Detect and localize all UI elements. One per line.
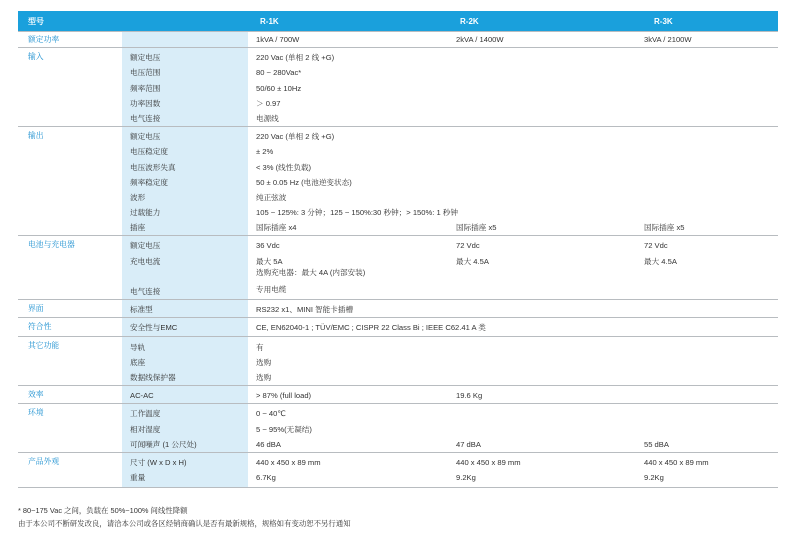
value-cell: 72 Vdc bbox=[456, 241, 480, 251]
value-cell: RS232 x1、MINI 智能卡插槽 bbox=[256, 305, 354, 315]
group-title: 界面 bbox=[18, 300, 122, 318]
value-cell: 5 ~ 95%(无凝结) bbox=[256, 424, 312, 434]
spec-label: 数据线保护器 bbox=[130, 372, 176, 382]
spec-label: 电气连接 bbox=[130, 113, 161, 123]
section-rated-power bbox=[18, 32, 778, 48]
value-cell: 最大 4.5A bbox=[644, 256, 677, 266]
header-r1k: R-1K bbox=[248, 11, 448, 32]
spec-label: 安全性与EMC bbox=[130, 323, 178, 333]
spec-label: 频率稳定度 bbox=[130, 177, 168, 187]
footnote-disclaimer: 由于本公司不断研发改良，请洽本公司或各区经销商确认是否有最新规格，规格如有变动恕不另行通知 bbox=[18, 519, 351, 528]
value-cell: 有 bbox=[256, 342, 264, 352]
header-r3k: R-3K bbox=[644, 11, 778, 32]
spec-label: 电压稳定度 bbox=[130, 147, 168, 157]
value-cell: 最大 4.5A bbox=[456, 256, 489, 266]
group-title: 环境 bbox=[18, 404, 122, 453]
value-cell: 440 x 450 x 89 mm bbox=[256, 457, 321, 467]
value-cell: 19.6 Kg bbox=[456, 391, 483, 401]
value-cell: 220 Vac (单相 2 线 +G) bbox=[256, 53, 335, 63]
spec-label: 电压范围 bbox=[130, 68, 161, 78]
spec-label: 功率因数 bbox=[130, 98, 161, 108]
group-title: 效率 bbox=[18, 386, 122, 404]
section-interface bbox=[18, 300, 778, 318]
spec-label: 电压波形失真 bbox=[130, 162, 176, 172]
value-cell: 9.2Kg bbox=[644, 473, 664, 483]
header-r2k: R-2K bbox=[448, 11, 644, 32]
spec-table bbox=[18, 11, 778, 488]
group-title: 输入 bbox=[18, 48, 122, 127]
spec-label: 波形 bbox=[130, 192, 146, 202]
value-cell: 1kVA / 700W bbox=[256, 35, 300, 44]
spec-label: 工作温度 bbox=[130, 409, 161, 419]
group-title: 符合性 bbox=[18, 318, 122, 336]
value-cell: 0 ~ 40℃ bbox=[256, 409, 286, 419]
value-cell: 80 ~ 280Vac* bbox=[256, 68, 302, 78]
value-cell: CE, EN62040-1 ; TÜV/EMC ; CISPR 22 Class Bi ; IEEE C62.41 A 类 bbox=[256, 323, 486, 333]
spec-label: AC-AC bbox=[130, 391, 154, 401]
spec-label: 尺寸 (W x D x H) bbox=[130, 457, 187, 467]
value-cell: 专用电缆 bbox=[256, 284, 287, 294]
group-title: 电池与充电器 bbox=[18, 236, 122, 300]
value-cell: 440 x 450 x 89 mm bbox=[644, 457, 709, 467]
spec-label: 导轨 bbox=[130, 342, 146, 352]
group-title: 其它功能 bbox=[18, 336, 122, 386]
section-output bbox=[18, 127, 778, 236]
spec-label: 额定电压 bbox=[130, 132, 161, 142]
spec-label: 可闻噪声 (1 公尺处) bbox=[130, 439, 197, 449]
spec-label: 电气连接 bbox=[130, 287, 161, 296]
value-cell: 国际插座 x5 bbox=[456, 223, 497, 233]
value-cell: 72 Vdc bbox=[644, 241, 668, 251]
value-cell: > 87% (full load) bbox=[256, 391, 312, 401]
section-compliance bbox=[18, 318, 778, 336]
spec-label: 标准型 bbox=[130, 305, 153, 315]
spec-label bbox=[122, 269, 248, 284]
spec-label: 过载能力 bbox=[130, 208, 161, 218]
value-cell: 47 dBA bbox=[456, 439, 481, 449]
spec-label: 插座 bbox=[130, 223, 146, 233]
value-cell: < 3% (线性负载) bbox=[256, 162, 312, 172]
spec-label: 额定电压 bbox=[130, 53, 161, 63]
value-cell: 最大 5A bbox=[256, 256, 283, 266]
footnote-derating: * 80~175 Vac 之间，负载在 50%~100% 间线性降额 bbox=[18, 506, 188, 515]
value-cell: 50 ± 0.05 Hz (电池逆变状态) bbox=[256, 177, 352, 187]
header-model: 型号 bbox=[18, 11, 122, 32]
value-cell: 105 ~ 125%: 3 分钟；125 ~ 150%:30 秒钟；> 150%: 1 秒钟 bbox=[256, 208, 458, 218]
value-cell: ± 2% bbox=[256, 147, 274, 157]
group-title: 输出 bbox=[18, 127, 122, 236]
value-cell: 选购充电器：最大 4A (内部安装) bbox=[256, 267, 366, 277]
value-cell: 电源线 bbox=[256, 113, 279, 123]
value-cell: 46 dBA bbox=[256, 439, 281, 449]
section-battery bbox=[18, 236, 778, 300]
value-cell: 36 Vdc bbox=[256, 241, 280, 251]
value-cell: 选购 bbox=[256, 372, 272, 382]
value-cell: 55 dBA bbox=[644, 439, 669, 449]
spec-label: 底座 bbox=[130, 357, 146, 367]
spec-label: 额定电压 bbox=[130, 241, 161, 251]
value-cell: 220 Vac (单相 2 线 +G) bbox=[256, 132, 335, 142]
value-cell: 6.7Kg bbox=[256, 473, 276, 483]
table-header bbox=[18, 11, 778, 32]
spec-label: 重量 bbox=[130, 473, 146, 483]
value-cell: 50/60 ± 10Hz bbox=[256, 83, 302, 93]
spec-label: 相对湿度 bbox=[130, 424, 161, 434]
section-appearance bbox=[18, 452, 778, 487]
group-title: 产品外观 bbox=[18, 452, 122, 487]
section-efficiency bbox=[18, 386, 778, 404]
spec-label: 频率范围 bbox=[130, 83, 161, 93]
value-cell: 选购 bbox=[256, 357, 272, 367]
value-cell: 9.2Kg bbox=[456, 473, 476, 483]
value-cell: 3kVA / 2100W bbox=[644, 35, 692, 44]
value-cell: ＞ 0.97 bbox=[256, 98, 281, 108]
section-environment bbox=[18, 404, 778, 453]
group-title: 额定功率 bbox=[18, 32, 122, 48]
section-input bbox=[18, 48, 778, 127]
section-other-features bbox=[18, 336, 778, 386]
value-cell: 国际插座 x5 bbox=[644, 223, 685, 233]
value-cell: 纯正弦波 bbox=[256, 192, 287, 202]
value-cell: 2kVA / 1400W bbox=[456, 35, 504, 44]
value-cell: 国际插座 x4 bbox=[256, 223, 297, 233]
header-label-spacer bbox=[122, 11, 248, 32]
value-cell: 440 x 450 x 89 mm bbox=[456, 457, 521, 467]
spec-label: 充电电流 bbox=[130, 256, 161, 266]
